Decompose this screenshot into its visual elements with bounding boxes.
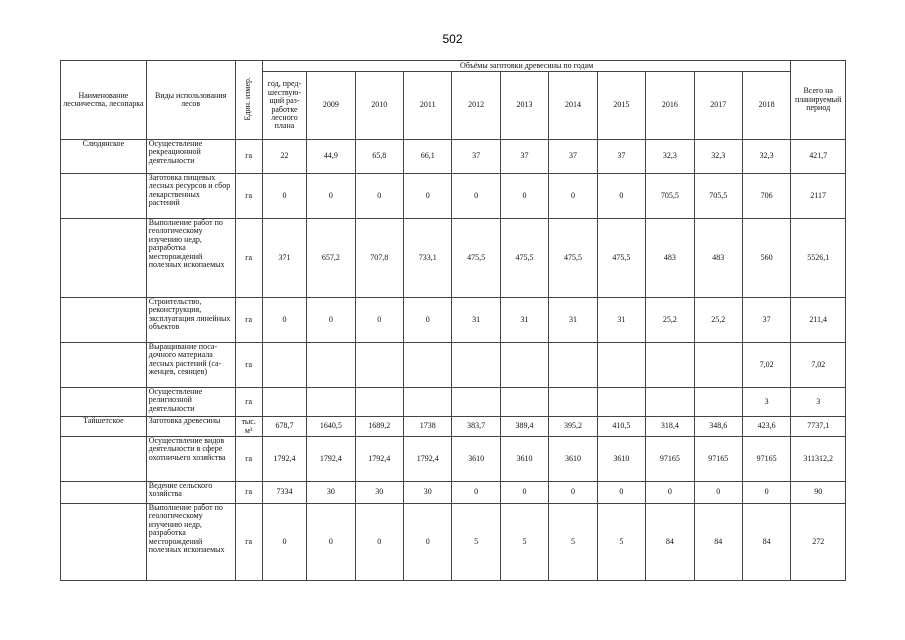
- year-value-cell: 31: [500, 298, 548, 343]
- year-value-cell: 0: [404, 174, 452, 219]
- use-type-cell: Осуществление рекреационной деятельности: [146, 140, 235, 174]
- year-value-cell: 733,1: [404, 219, 452, 298]
- year-value-cell: 0: [597, 482, 645, 504]
- year-value-cell: 3610: [500, 437, 548, 482]
- year-value-cell: 383,7: [452, 417, 500, 437]
- header-total: Всего на планируемый период: [791, 61, 846, 140]
- forestry-name-cell: Тайшетское: [61, 417, 147, 437]
- year-value-cell: 32,3: [646, 140, 694, 174]
- year-value-cell: 318,4: [646, 417, 694, 437]
- prev-year-value-cell: 22: [262, 140, 306, 174]
- prev-year-value-cell: 7334: [262, 482, 306, 504]
- forestry-name-cell: Слюдянское: [61, 140, 147, 174]
- use-type-cell: Осуществление религиозной деятельности: [146, 388, 235, 417]
- forestry-name-cell: [61, 437, 147, 482]
- year-value-cell: 483: [694, 219, 742, 298]
- use-type-cell: Строительство, реконструкция, эксплуатация линейных объектов: [146, 298, 235, 343]
- forestry-name-cell: [61, 174, 147, 219]
- use-type-cell: Заготовка древесины: [146, 417, 235, 437]
- year-value-cell: 32,3: [742, 140, 790, 174]
- year-value-cell: 0: [452, 482, 500, 504]
- year-value-cell: 97165: [646, 437, 694, 482]
- header-year-2009: 2009: [307, 72, 355, 140]
- table-row: [61, 219, 846, 298]
- total-value-cell: 272: [791, 504, 846, 581]
- forestry-name-cell: [61, 504, 147, 581]
- total-value-cell: 5526,1: [791, 219, 846, 298]
- year-value-cell: 5: [597, 504, 645, 581]
- use-type-cell: Выращивание поса-дочного материала лесных растений (са-женцев, сеянцев): [146, 343, 235, 388]
- total-value-cell: 311312,2: [791, 437, 846, 482]
- year-value-cell: 1689,2: [355, 417, 403, 437]
- year-value-cell: [452, 388, 500, 417]
- year-value-cell: 1792,4: [307, 437, 355, 482]
- year-value-cell: 32,3: [694, 140, 742, 174]
- year-value-cell: [500, 388, 548, 417]
- prev-year-value-cell: 678,7: [262, 417, 306, 437]
- year-value-cell: [597, 388, 645, 417]
- year-value-cell: 707,8: [355, 219, 403, 298]
- year-value-cell: 7,02: [742, 343, 790, 388]
- year-value-cell: [500, 343, 548, 388]
- header-year-2010: 2010: [355, 72, 403, 140]
- year-value-cell: 0: [742, 482, 790, 504]
- year-value-cell: [646, 343, 694, 388]
- year-value-cell: 97165: [742, 437, 790, 482]
- year-value-cell: 3610: [452, 437, 500, 482]
- total-value-cell: 7737,1: [791, 417, 846, 437]
- prev-year-value-cell: 0: [262, 298, 306, 343]
- table-row: [61, 174, 846, 219]
- year-value-cell: [355, 388, 403, 417]
- year-value-cell: 84: [694, 504, 742, 581]
- unit-cell: га: [235, 298, 262, 343]
- unit-cell: га: [235, 343, 262, 388]
- year-value-cell: 30: [355, 482, 403, 504]
- year-value-cell: [597, 343, 645, 388]
- prev-year-value-cell: [262, 343, 306, 388]
- year-value-cell: 3: [742, 388, 790, 417]
- year-value-cell: 348,6: [694, 417, 742, 437]
- year-value-cell: 37: [742, 298, 790, 343]
- year-value-cell: 37: [549, 140, 597, 174]
- year-value-cell: 389,4: [500, 417, 548, 437]
- unit-cell: тыс. м³: [235, 417, 262, 437]
- table-row: [61, 417, 846, 437]
- unit-cell: га: [235, 140, 262, 174]
- header-unit: [235, 61, 262, 140]
- year-value-cell: 0: [307, 504, 355, 581]
- use-type-cell: Ведение сельского хозяйства: [146, 482, 235, 504]
- total-value-cell: 3: [791, 388, 846, 417]
- year-value-cell: 30: [307, 482, 355, 504]
- year-value-cell: 410,5: [597, 417, 645, 437]
- year-value-cell: 0: [549, 482, 597, 504]
- total-value-cell: 421,7: [791, 140, 846, 174]
- year-value-cell: 475,5: [500, 219, 548, 298]
- header-year-2018: 2018: [742, 72, 790, 140]
- year-value-cell: [694, 343, 742, 388]
- prev-year-value-cell: 0: [262, 174, 306, 219]
- year-value-cell: 475,5: [549, 219, 597, 298]
- table-row: [61, 140, 846, 174]
- year-value-cell: 0: [597, 174, 645, 219]
- year-value-cell: [646, 388, 694, 417]
- year-value-cell: 1792,4: [404, 437, 452, 482]
- year-value-cell: [307, 343, 355, 388]
- forestry-name-cell: [61, 298, 147, 343]
- year-value-cell: [404, 343, 452, 388]
- year-value-cell: 705,5: [694, 174, 742, 219]
- table-row: [61, 343, 846, 388]
- year-value-cell: 0: [355, 298, 403, 343]
- forestry-name-cell: [61, 482, 147, 504]
- year-value-cell: 84: [646, 504, 694, 581]
- header-year-2014: 2014: [549, 72, 597, 140]
- year-value-cell: 1792,4: [355, 437, 403, 482]
- year-value-cell: 1738: [404, 417, 452, 437]
- year-value-cell: [404, 388, 452, 417]
- unit-cell: га: [235, 504, 262, 581]
- total-value-cell: 90: [791, 482, 846, 504]
- year-value-cell: 5: [500, 504, 548, 581]
- year-value-cell: 423,6: [742, 417, 790, 437]
- year-value-cell: 475,5: [452, 219, 500, 298]
- year-value-cell: 3610: [549, 437, 597, 482]
- header-forestry: Наименование лесничества, лесопарка: [61, 61, 147, 140]
- year-value-cell: 483: [646, 219, 694, 298]
- prev-year-value-cell: 371: [262, 219, 306, 298]
- header-year-2017: 2017: [694, 72, 742, 140]
- year-value-cell: 0: [307, 298, 355, 343]
- year-value-cell: 0: [549, 174, 597, 219]
- year-value-cell: [549, 343, 597, 388]
- use-type-cell: Заготовка пищевых лесных ресурсов и сбор лекарственных растений: [146, 174, 235, 219]
- unit-cell: га: [235, 482, 262, 504]
- year-value-cell: 97165: [694, 437, 742, 482]
- year-value-cell: 475,5: [597, 219, 645, 298]
- year-value-cell: 0: [355, 174, 403, 219]
- header-year-2012: 2012: [452, 72, 500, 140]
- timber-volume-table: [60, 60, 846, 581]
- year-value-cell: 0: [355, 504, 403, 581]
- year-value-cell: 0: [646, 482, 694, 504]
- year-value-cell: 5: [549, 504, 597, 581]
- year-value-cell: 0: [404, 504, 452, 581]
- year-value-cell: 3610: [597, 437, 645, 482]
- year-value-cell: 0: [404, 298, 452, 343]
- forestry-name-cell: [61, 388, 147, 417]
- year-value-cell: 0: [452, 174, 500, 219]
- year-value-cell: 31: [452, 298, 500, 343]
- prev-year-value-cell: 1792,4: [262, 437, 306, 482]
- year-value-cell: [355, 343, 403, 388]
- year-value-cell: 395,2: [549, 417, 597, 437]
- year-value-cell: 31: [597, 298, 645, 343]
- year-value-cell: 560: [742, 219, 790, 298]
- table-header: [61, 61, 846, 140]
- use-type-cell: Выполнение работ по геологическому изучению недр, разработка месторождений полезных ископаемых: [146, 219, 235, 298]
- prev-year-value-cell: [262, 388, 306, 417]
- year-value-cell: 37: [597, 140, 645, 174]
- year-value-cell: 0: [500, 482, 548, 504]
- unit-cell: га: [235, 174, 262, 219]
- table-row: [61, 504, 846, 581]
- year-value-cell: [549, 388, 597, 417]
- header-year-2013: 2013: [500, 72, 548, 140]
- year-value-cell: 30: [404, 482, 452, 504]
- header-year-2011: 2011: [404, 72, 452, 140]
- year-value-cell: 0: [500, 174, 548, 219]
- use-type-cell: Выполнение работ по геологическому изучению недр, разработка месторождений полезных ископаемых: [146, 504, 235, 581]
- total-value-cell: 7,02: [791, 343, 846, 388]
- unit-cell: га: [235, 437, 262, 482]
- year-value-cell: 5: [452, 504, 500, 581]
- year-value-cell: 44,9: [307, 140, 355, 174]
- unit-cell: га: [235, 219, 262, 298]
- unit-cell: га: [235, 388, 262, 417]
- year-value-cell: 0: [307, 174, 355, 219]
- header-unit-text: Един. измер.: [243, 77, 253, 121]
- year-value-cell: 705,5: [646, 174, 694, 219]
- table-row: [61, 388, 846, 417]
- header-volumes: Объёмы заготовки древесины по годам: [262, 61, 791, 72]
- year-value-cell: [307, 388, 355, 417]
- year-value-cell: 84: [742, 504, 790, 581]
- use-type-cell: Осуществление видов деятельности в сфере охотничьего хозяйства: [146, 437, 235, 482]
- year-value-cell: [452, 343, 500, 388]
- year-value-cell: 25,2: [646, 298, 694, 343]
- header-use-type: Виды использования лесов: [146, 61, 235, 140]
- year-value-cell: 37: [500, 140, 548, 174]
- year-value-cell: 657,2: [307, 219, 355, 298]
- table-row: [61, 298, 846, 343]
- table-body: [61, 140, 846, 581]
- header-year-2015: 2015: [597, 72, 645, 140]
- total-value-cell: 2117: [791, 174, 846, 219]
- prev-year-value-cell: 0: [262, 504, 306, 581]
- page-number: 502: [442, 32, 463, 46]
- year-value-cell: 0: [694, 482, 742, 504]
- total-value-cell: 211,4: [791, 298, 846, 343]
- table-row: [61, 482, 846, 504]
- header-year-2016: 2016: [646, 72, 694, 140]
- year-value-cell: 1640,5: [307, 417, 355, 437]
- year-value-cell: 31: [549, 298, 597, 343]
- header-prev-year: год, пред-шествую-щий раз-работке лесного плана: [262, 72, 306, 140]
- year-value-cell: 25,2: [694, 298, 742, 343]
- year-value-cell: [694, 388, 742, 417]
- year-value-cell: 706: [742, 174, 790, 219]
- year-value-cell: 66,1: [404, 140, 452, 174]
- forestry-name-cell: [61, 343, 147, 388]
- year-value-cell: 65,8: [355, 140, 403, 174]
- table-row: [61, 437, 846, 482]
- forestry-name-cell: [61, 219, 147, 298]
- year-value-cell: 37: [452, 140, 500, 174]
